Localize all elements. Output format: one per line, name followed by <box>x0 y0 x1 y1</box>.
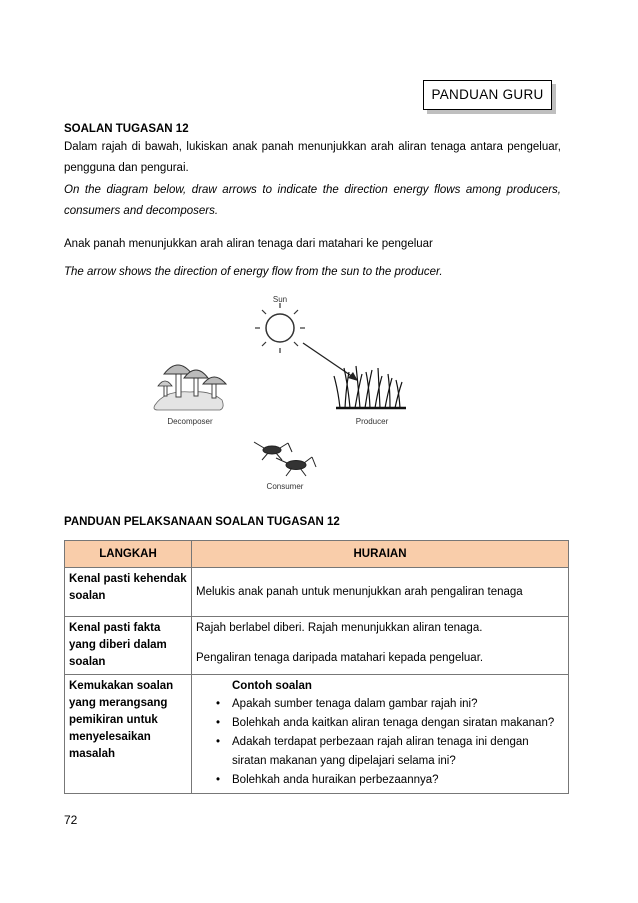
step-cell: Kemukakan soalan yang merangsang pemikiran untuk menyelesaikan masalah <box>65 675 192 794</box>
instruction-english: On the diagram below, draw arrows to indicate the direction energy flows among producers, consumers and decomposers. <box>64 184 561 217</box>
table-header-row <box>65 541 569 568</box>
guide-title: PANDUAN PELAKSANAAN SOALAN TUGASAN 12 <box>64 516 340 528</box>
sun-to-producer-arrow <box>303 343 358 381</box>
list-item: • Adakah terdapat perbezaan rajah aliran tenaga ini dengan siratan makanan yang dipelajari selama ini? <box>232 733 564 771</box>
cricket-icon <box>254 442 316 476</box>
sun-label: Sun <box>272 295 288 304</box>
decomposer-label: Decomposer <box>167 417 213 426</box>
arrow-note-malay: Anak panah menunjukkan arah aliran tenaga dari matahari ke pengeluar <box>64 238 433 250</box>
description-cell <box>192 617 569 675</box>
producer-label: Producer <box>355 417 389 426</box>
guide-table <box>64 540 569 794</box>
description-cell <box>192 675 569 794</box>
description-line: Rajah berlabel diberi. Rajah menunjukkan aliran tenaga. <box>196 622 483 634</box>
list-item: • Bolehkah anda kaitkan aliran tenaga dengan siratan makanan? <box>232 714 564 733</box>
arrow-note-english: The arrow shows the direction of energy flow from the sun to the producer. <box>64 266 443 278</box>
sun-icon <box>255 303 305 353</box>
list-item: • Bolehkah anda huraikan perbezaannya? <box>232 771 564 790</box>
task-title: SOALAN TUGASAN 12 <box>64 123 189 135</box>
example-questions-list <box>196 695 564 790</box>
step-cell: Kenal pasti kehendak soalan <box>65 568 192 617</box>
table-row <box>65 617 569 675</box>
list-item: • Apakah sumber tenaga dalam gambar rajah ini? <box>232 695 564 714</box>
table-row <box>65 568 569 617</box>
mushroom-icon <box>154 365 226 410</box>
panduan-guru-label: PANDUAN GURU <box>423 80 552 110</box>
description-cell: Melukis anak panah untuk menunjukkan arah pengaliran tenaga <box>192 568 569 617</box>
page-number: 72 <box>64 813 78 827</box>
step-cell: Kenal pasti fakta yang diberi dalam soalan <box>65 617 192 675</box>
consumer-label: Consumer <box>266 482 304 491</box>
example-questions-title: Contoh soalan <box>232 680 312 692</box>
description-line: Pengaliran tenaga daripada matahari kepada pengeluar. <box>196 652 484 664</box>
header-huraian: HURAIAN <box>192 541 569 568</box>
grass-icon <box>334 366 406 408</box>
instruction-malay: Dalam rajah di bawah, lukiskan anak panah menunjukkan arah aliran tenaga antara pengeluar, pengguna dan pengurai. <box>64 141 561 174</box>
header-langkah: LANGKAH <box>65 541 192 568</box>
energy-flow-diagram <box>150 290 470 500</box>
table-row <box>65 675 569 794</box>
